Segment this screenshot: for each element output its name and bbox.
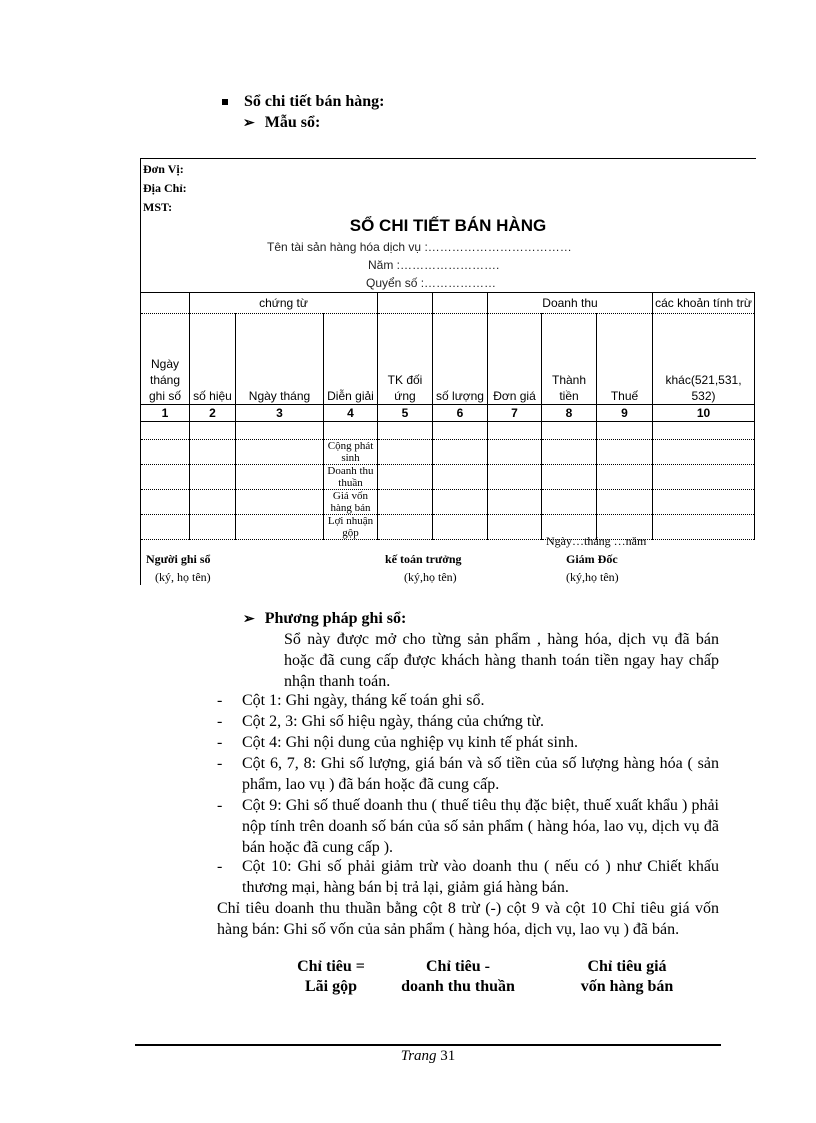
arrow-bullet-icon: ➢ xyxy=(243,116,255,131)
form-top-border xyxy=(140,158,756,159)
column-header-row xyxy=(141,314,755,405)
col-header: Đơn giá xyxy=(488,314,542,405)
list-item: - Cột 1: Ghi ngày, tháng kế toán ghi sổ. xyxy=(217,692,485,709)
signer-note: (ký,họ tên) xyxy=(404,570,457,584)
date-line: Ngày…tháng …năm xyxy=(546,534,647,548)
group-header-row xyxy=(141,293,755,314)
formula-lhs-top: Chỉ tiêu = xyxy=(297,958,365,975)
formula-rhs-bottom: vốn hàng bán xyxy=(580,978,674,995)
unit-label: Đơn Vị: xyxy=(143,162,184,176)
year-line: Năm :……………………. xyxy=(368,258,500,272)
formula-mid-bottom: doanh thu thuần xyxy=(401,978,515,995)
table-row xyxy=(141,515,755,540)
col-number: 2 xyxy=(190,405,236,422)
group-documents: chứng từ xyxy=(190,293,378,314)
col-number: 5 xyxy=(378,405,433,422)
col-header: Thuế xyxy=(597,314,653,405)
square-bullet-icon xyxy=(222,99,228,105)
formula-mid-top: Chỉ tiêu - xyxy=(426,958,490,975)
col-header: Ngày tháng ghi số xyxy=(141,314,190,405)
tax-label: MST: xyxy=(143,200,173,214)
method-heading: ➢ Phương pháp ghi sổ: xyxy=(243,610,407,627)
list-item: - Cột 4: Ghi nội dung của nghiệp vụ kinh tế phát sinh. xyxy=(217,734,578,751)
table-row xyxy=(141,440,755,465)
col-number: 3 xyxy=(236,405,324,422)
list-item: - Cột 6, 7, 8: Ghi số lượng, giá bán và số tiền của số lượng hàng hóa ( sản phẩm, lao vụ ) đã bán hoặc đã cung cấp. xyxy=(217,755,719,793)
formula-rhs-top: Chỉ tiêu giá xyxy=(587,958,667,975)
method-intro: Sổ này được mở cho từng sản phẩm , hàng hóa, dịch vụ đã bán hoặc đã cung cấp được khách hàng thanh toán tiền ngay hay chấp nhận thanh toán. xyxy=(284,631,719,690)
sample-heading: ➢ Mẫu sổ: xyxy=(243,114,321,131)
list-item: - Cột 10: Ghi số phải giảm trừ vào doanh thu ( nếu có ) như Chiết khấu thương mại, hàng bán bị trả lại, giảm giá hàng bán. xyxy=(217,858,719,896)
col-header: số lượng xyxy=(433,314,488,405)
footer-rule xyxy=(135,1044,721,1046)
book-line: Quyển số :……………… xyxy=(366,276,497,290)
list-item: - Cột 2, 3: Ghi số hiệu ngày, tháng của chứng từ. xyxy=(217,713,545,730)
col-number: 7 xyxy=(488,405,542,422)
summary-label: Lợi nhuận gộp xyxy=(324,515,378,540)
col-number: 1 xyxy=(141,405,190,422)
col-number: 9 xyxy=(597,405,653,422)
table-row xyxy=(141,422,755,440)
goods-line: Tên tài sản hàng hóa dịch vụ :……………………………… xyxy=(267,240,572,254)
table-row xyxy=(141,490,755,515)
col-header: Ngày tháng xyxy=(236,314,324,405)
formula-lhs-bottom: Lãi gộp xyxy=(304,978,357,995)
group-deductions: các khoản tính trừ xyxy=(653,293,755,314)
page-word: Trang xyxy=(400,1048,437,1064)
summary-label: Giá vốn hàng bán xyxy=(324,490,378,515)
col-number: 6 xyxy=(433,405,488,422)
signer-role: Người ghi sổ xyxy=(146,552,211,566)
section-title: Sổ chi tiết bán hàng: xyxy=(222,93,384,111)
address-label: Địa Chỉ: xyxy=(143,181,187,195)
summary-label: Doanh thu thuần xyxy=(324,465,378,490)
col-number: 8 xyxy=(542,405,597,422)
group-revenue: Doanh thu xyxy=(488,293,653,314)
table-row xyxy=(141,465,755,490)
summary-label: Cộng phát sinh xyxy=(324,440,378,465)
form-title: SỔ CHI TIẾT BÁN HÀNG xyxy=(349,216,547,235)
signer-note: (ký,họ tên) xyxy=(566,570,619,584)
col-number: 4 xyxy=(324,405,378,422)
col-number: 10 xyxy=(653,405,755,422)
method-closing: Chỉ tiêu doanh thu thuần bằng cột 8 trừ (-) cột 9 và cột 10 Chỉ tiêu giá vốn hàng bán: Ghi số vốn của sản phẩm ( hàng hóa, dịch vụ, lao vụ ) đã bán. xyxy=(217,900,719,938)
column-number-row xyxy=(141,405,755,422)
col-header: Thành tiền xyxy=(542,314,597,405)
arrow-bullet-icon: ➢ xyxy=(243,612,255,627)
list-item: - Cột 9: Ghi số thuế doanh thu ( thuế tiêu thụ đặc biệt, thuế xuất khẩu ) phải nộp tính trên doanh số bán của số sản phẩm ( hàng hóa, lao vụ, dịch vụ đã bán hoặc đã cung cấp ). xyxy=(217,797,719,856)
col-header: TK đối ứng xyxy=(378,314,433,405)
signer-role: Giám Đốc xyxy=(566,552,618,566)
ledger-table xyxy=(140,292,755,540)
signer-role: kế toán trưởng xyxy=(385,552,462,566)
page-footer xyxy=(135,1048,721,1065)
col-header: khác(521,531, 532) xyxy=(653,314,755,405)
signer-note: (ký, họ tên) xyxy=(155,570,211,584)
col-header: số hiệu xyxy=(190,314,236,405)
page-number: 31 xyxy=(440,1048,456,1064)
col-header: Diễn giải xyxy=(324,314,378,405)
